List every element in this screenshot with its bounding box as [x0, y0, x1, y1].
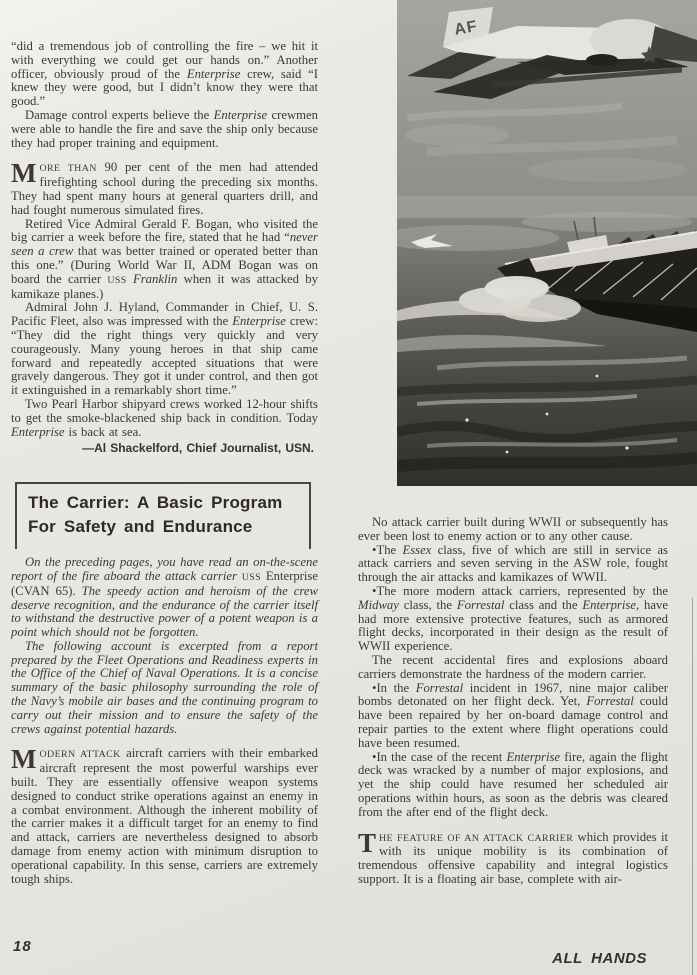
drop-cap: T	[358, 827, 377, 858]
text-segment: when it was attacked by kamikaze planes.)	[11, 271, 318, 301]
text-segment: USS	[241, 571, 262, 583]
text-segment: class, the	[398, 597, 457, 612]
paragraph	[11, 556, 318, 640]
text-segment: Admiral John J. Hyland, Commander in Chief, U. S. Pacific Fleet, also was impressed with the	[11, 300, 318, 329]
paragraph	[358, 544, 668, 585]
paragraph	[358, 827, 669, 887]
paragraph	[11, 40, 318, 109]
paragraph	[11, 109, 318, 150]
text-segment: Retired Vice Admiral Gerald F. Bogan, who visited the big carrier a week before the fire, stated that he had “	[11, 216, 318, 245]
text-segment: •The more modern attack carriers, represented by the	[372, 583, 668, 598]
paragraph	[358, 654, 668, 682]
text-segment: Damage control experts believe the	[25, 107, 214, 122]
text-segment: The recent accidental fires and explosions aboard carriers demonstrate the hardness of the modern carrier.	[358, 652, 668, 681]
text-segment: On the preceding pages, you have read an on-the-scene report of the fire aboard the attack carrier	[11, 555, 318, 583]
text-segment: ORE THAN	[39, 163, 97, 175]
paragraph	[358, 682, 668, 751]
text-segment: could have been repaired by her on-board damage control and repair parties to the extent where flight operations could have been resumed.	[358, 694, 668, 750]
jet-tail-code: AF	[452, 17, 479, 39]
text-segment: class, five of which are still in service as attack carriers and seven serving in the ASW role, fought through the air attacks and kamikazes of WWII.	[358, 542, 668, 585]
paragraph	[11, 640, 318, 737]
paragraph	[11, 744, 319, 886]
text-segment: Enterprise	[232, 314, 286, 329]
text-segment: incident in 1967, nine major caliber bombs detonated on her flight deck. Yet,	[358, 680, 668, 709]
text-segment: crew, said “I knew they were good, but I didn’t know they were that good.”	[11, 66, 318, 109]
text-segment: never seen a crew	[11, 230, 318, 259]
text-segment: crew: “They did the right things very quickly and very courageously. Many young heroes in that ship came forward and repeatedly accepted situations that were gravely dangerous. They got it under control, and then got it extinguished in a remarkably short time.”	[11, 314, 318, 398]
right-column-text	[358, 516, 668, 887]
right-column	[358, 516, 668, 887]
byline: —Al Shackelford, Chief Journalist, USN.	[82, 441, 314, 456]
text-segment: that was better trained or operated better than this one.” (During World War II, ADM Bogan was on board the carrier	[11, 244, 318, 286]
text-segment: Enterprise	[11, 424, 65, 439]
text-segment: Enterprise	[186, 66, 241, 81]
text-segment: crewmen were able to handle the fire and save the ship only because they had proper training and equipment.	[11, 107, 318, 150]
text-segment: “did a tremendous job of controlling the fire – we hit it with everything we could get our hands on.” Another officer, obviously proud of the	[11, 39, 318, 81]
text-segment: fire, again the flight deck was wracked by a number of major explosions, and yet the ship could have resumed her scheduled air operations within hours, as soon as the debris was cleared from the after end of the flight deck.	[358, 749, 668, 819]
text-segment: which provides it with its unique mobility is its combination of tremendous offensive capability and integral logistics support. It is a floating air base, complete with air-	[358, 829, 669, 886]
carrier-illustration	[397, 0, 697, 486]
text-segment: The following account is excerpted from a report prepared by the Fleet Operations and Readiness experts in the Office of the Chief of Naval Operations. It is a concise summary of the basic philosophy surrounding the role of the Navy’s mobile air bases and the continuing program to carry out their mission and to ensure the safety of the crews against potential hazards.	[11, 638, 318, 736]
text-segment: Forrestal	[415, 680, 464, 695]
page-number: 18	[13, 938, 32, 955]
text-segment: Enterprise	[506, 749, 561, 764]
text-segment: class and the	[504, 597, 583, 612]
text-segment: •In the	[372, 680, 416, 695]
drop-cap: M	[11, 744, 37, 775]
text-segment: Enterprise	[213, 107, 268, 122]
text-segment: •The	[372, 542, 403, 557]
page-edge-line	[692, 598, 694, 975]
paragraph	[358, 516, 668, 544]
paragraph	[11, 218, 318, 302]
drop-cap: M	[11, 158, 37, 189]
text-segment: Essex	[402, 542, 432, 557]
text-segment: is back at sea.	[64, 424, 142, 439]
text-segment: aircraft carriers with their embarked aircraft represent the most powerful warships ever built. They are essentially offensive weapon systems designed to conduct strike operations against an enemy in a combat environment. Although the inherent mobility of the carrier makes it a difficult target for an enemy to find and attack, carriers are nevertheless designed to absorb damage from enemy action with minimum disruption to operational capability. In this sense, carriers are extremely tough ships.	[11, 746, 319, 886]
text-segment: Forrestal	[456, 597, 505, 612]
feature-intro-text	[11, 556, 318, 886]
left-column	[11, 40, 318, 886]
paragraph	[11, 398, 318, 439]
text-segment: Midway	[358, 597, 399, 612]
text-segment: ODERN ATTACK	[39, 749, 121, 761]
text-segment: Two Pearl Harbor shipyard crews worked 12-hour shifts to get the smoke-blackened ship back in condition. Today	[11, 396, 318, 425]
magazine-title: ALL HANDS	[552, 950, 647, 967]
story-text	[11, 40, 318, 439]
feature-title-line2: For Safety and Endurance	[28, 517, 253, 537]
text-segment: •In the case of the recent	[372, 749, 507, 764]
paragraph	[358, 585, 668, 654]
paragraph	[358, 751, 668, 820]
feature-title-line1: The Carrier: A Basic Program	[28, 493, 283, 513]
text-segment: Enterprise (CVAN 65).	[11, 568, 318, 598]
feature-title-box	[15, 482, 311, 549]
text-segment: No attack carrier built during WWII or subsequently has ever been lost to enemy action or to any other cause.	[358, 515, 668, 543]
text-segment: USS	[107, 274, 127, 286]
text-segment: Forrestal	[586, 694, 634, 709]
text-segment: , have had more extensive protective features, such as armored flight decks, incorporated in their design as the result of WWII experience.	[358, 597, 668, 654]
text-segment: Franklin	[126, 271, 178, 286]
paragraph	[11, 158, 318, 217]
text-segment: The speedy action and heroism of the crew deserve recognition, and the endurance of the carrier itself to withstand the destructive power of a potent weapon is a point which should not be forgotten.	[11, 583, 318, 640]
paragraph	[11, 301, 318, 398]
text-segment: Enterprise	[582, 597, 636, 612]
text-segment: 90 per cent of the men had attended firefighting school during the preceding six months. They had spent many hours at general quarters drill, and had fought numerous simulated fires.	[11, 160, 318, 217]
text-segment: HE FEATURE OF AN ATTACK CARRIER	[379, 832, 574, 844]
